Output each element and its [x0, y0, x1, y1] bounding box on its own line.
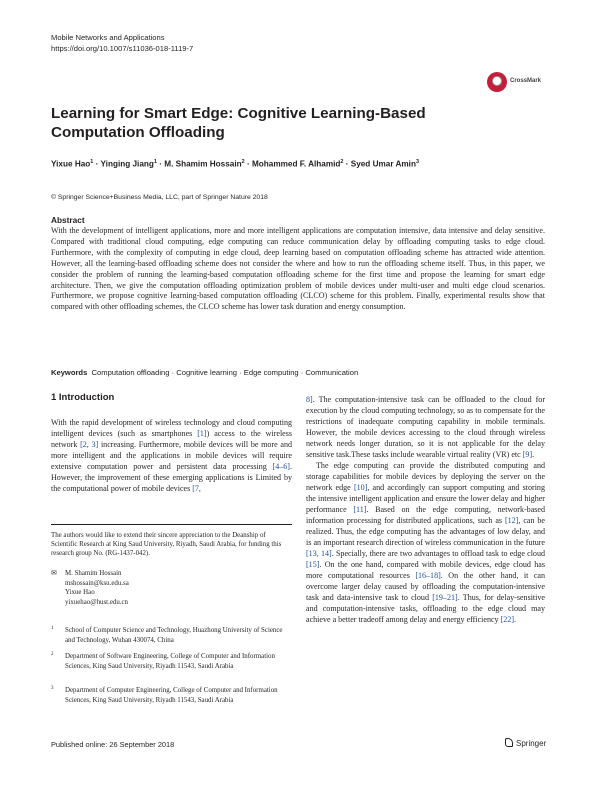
crossmark-icon	[487, 72, 507, 92]
keywords-label: Keywords	[51, 368, 88, 377]
citation-link[interactable]: [11]	[353, 505, 367, 514]
affiliation-number: 2	[51, 652, 54, 657]
copyright-line: © Springer Science+Business Media, LLC, part of Springer Nature 2018	[51, 194, 268, 201]
paragraph: The edge computing can provide the distributed computing and storage capabilities for mobile devices by deploying the server on the network edge [10], and accordingly can support computing and storing the intensive intelligent application and ensure the lower delay and higher performance [11]. Based on the edge computing, network-based information processing for distributed applications, such as [12], can be realized. Thus, the edge computing has the advantages of low delay, and is an important research direction of wireless communication in the future [13, 14]. Specially, there are two advantages to offload task to edge cloud [15]. On the one hand, compared with mobile devices, edge cloud has more computational resources [16–18]. On the other hand, it can overcome larger delay caused by offloading the computation-intensive task and data-intensive task to cloud [19–21]. Thus, for delay-sensitive and computation-intensive tasks, offloading to the edge cloud may achieve a better tradeoff among delay and energy efficiency [22].	[306, 461, 546, 624]
author-affiliation-mark: 2	[340, 159, 344, 165]
body-column-left	[51, 417, 292, 494]
acknowledgement-footnote: The authors would like to extend their sincere appreciation to the Deanship of Scientific Research at King Saud University, Riyadh, Saudi Arabia, for funding this research group No. (RG-1437-042).	[51, 532, 282, 558]
crossmark-label: CrossMark	[510, 78, 542, 84]
citation-link[interactable]: [12]	[504, 516, 519, 525]
affiliation-text: School of Computer Science and Technology, Huazhong University of Science and Technology, Wuhan 430074, China	[65, 627, 283, 644]
citation-link[interactable]: [13, 14]	[306, 549, 332, 558]
keywords-line	[51, 368, 358, 378]
keywords-text: Computation offloading · Cognitive learning · Edge computing · Communication	[91, 368, 359, 377]
publisher-logo	[505, 738, 546, 749]
citation-link[interactable]: [16–18]	[415, 571, 441, 580]
paper-title: Learning for Smart Edge: Cognitive Learning-Based Computation Offloading	[51, 105, 426, 141]
affiliation-number: 1	[51, 626, 54, 631]
footnote-divider	[51, 524, 292, 525]
body-column-right	[306, 394, 545, 625]
section-heading-introduction: 1 Introduction	[51, 392, 115, 403]
affiliation-text: Department of Computer Engineering, College of Computer and Information Sciences, King Saud University, Riyadh 11543, Saudi Arabia	[65, 687, 278, 704]
citation-link[interactable]: [9]	[522, 450, 533, 459]
corresponding-author-email[interactable]: yixuehao@hust.edu.cn	[65, 598, 128, 606]
affiliation-text: Department of Software Engineering, College of Computer and Information Sciences, King Saud University, Riyadh 11543, Saudi Arabia	[65, 653, 275, 670]
crossmark-badge[interactable]	[487, 72, 547, 98]
author-name[interactable]: Mohammed F. Alhamid	[251, 159, 341, 169]
doi-link[interactable]: https://doi.org/10.1007/s11036-018-1119-7	[51, 44, 194, 53]
corresponding-author-name: M. Shamim Hossain	[65, 570, 122, 577]
citation-link[interactable]: [15]	[306, 560, 320, 569]
author-name[interactable]: M. Shamim Hossain	[164, 159, 242, 169]
author-name[interactable]: Yixue Hao	[51, 159, 91, 169]
publisher-name: Springer	[516, 739, 547, 748]
citation-link[interactable]: [10]	[353, 483, 368, 492]
affiliation-number: 3	[51, 686, 54, 691]
author-affiliation-mark: 1	[90, 159, 94, 165]
journal-name: Mobile Networks and Applications	[51, 33, 165, 42]
author-affiliation-mark: 3	[415, 159, 420, 165]
corresponding-author-email[interactable]: mshossain@ksu.edu.sa	[65, 579, 129, 587]
author-list	[51, 157, 419, 170]
author-separator: ·	[345, 159, 349, 169]
author-separator: ·	[246, 159, 250, 169]
author-separator: ·	[159, 159, 162, 169]
citation-link[interactable]: [2, 3]	[80, 440, 99, 449]
published-date: Published online: 26 September 2018	[51, 740, 175, 749]
corresponding-author-name: Yixue Hao	[65, 589, 95, 597]
author-name[interactable]: Syed Umar Amin	[350, 159, 416, 169]
citation-link[interactable]: [4–6]	[272, 462, 290, 471]
author-affiliation-mark: 1	[153, 159, 157, 165]
paragraph: 8]. The computation-intensive task can be offloaded to the cloud for execution by the cloud computing technology, so as to compensate for the restrictions of inadequate computing capability in mobile terminals. However, the mobile devices accessing to the cloud through wireless network needs longer duration, so it is not applicable for the delay sensitive task.These tasks include wearable virtual reality (VR) etc [9].	[306, 395, 545, 459]
citation-link[interactable]: [1]	[197, 429, 207, 438]
author-name[interactable]: Yinging Jiang	[100, 159, 154, 169]
paragraph: With the rapid development of wireless technology and cloud computing intelligent devices (such as smartphones [1]) access to the wireless network [2, 3] increasing. Furthermore, mobile devices will be more and more intelligent and the applications in mobile devices will require extensive computation power and persistent data processing [4–6]. However, the improvement of these emerging applications is Limited by the computational power of mobile devices [7,	[51, 418, 293, 493]
citation-link[interactable]: [22]	[500, 615, 515, 624]
springer-horse-icon	[505, 738, 513, 747]
citation-link[interactable]: [7,	[192, 484, 201, 493]
author-affiliation-mark: 2	[241, 159, 245, 165]
abstract-heading: Abstract	[51, 215, 85, 225]
citation-link[interactable]: [19–21]	[432, 593, 458, 602]
abstract-text: With the development of intelligent applications, more and more intelligent applications are computation intensive, data intensive and delay sensitive. Compared with traditional cloud computing, edge computing can reduce communication delay by offloading computing tasks to edge cloud. Furthermore, with the complexity of computing in edge cloud, deep learning based on computation offloading scheme has attracted wide attention. However, all the learning-based offloading scheme does not consider the where and how to run the offloading scheme itself. Thus, in this paper, we consider the problem of running the learning-based computation offloading scheme for the first time and propose the learning for smart edge architecture. Then, we give the computation offloading optimization problem of mobile devices under multi-user and multi edge cloud scenarios. Furthermore, we propose cognitive learning-based computation offloading (CLCO) scheme for this problem. Finally, experimental results show that compared with other offloading schemes, the CLCO scheme has lower task duration and energy consumption.	[51, 226, 545, 312]
author-separator: ·	[95, 159, 99, 169]
envelope-icon: ✉	[51, 569, 57, 577]
citation-link[interactable]: 8]	[306, 395, 313, 404]
